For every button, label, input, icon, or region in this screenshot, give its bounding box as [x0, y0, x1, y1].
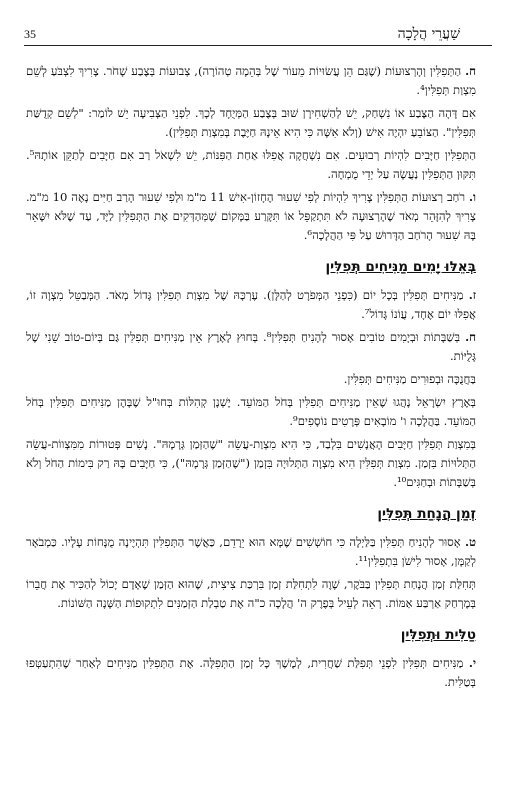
paragraph-text: מַנִּיחִים תְּפִלִּין בְּכָל יוֹם (כִּפְנֵי הַמְּפֹרָט לְהַלָּן). עֶרְכָּהּ שֶׁל מִצְוַת תְּפִלִּין גָּדוֹל מְאֹד. הַמְּבַטֵּל מִצְוָה זוֹ, אֲפִלּוּ יוֹם אֶחָד, עֲוֹנוֹ גָּדוֹל⁷. [26, 288, 476, 321]
paragraph-text: בְּמִצְוַת תְּפִלִּין חַיָּבִים הָאֲנָשִׁים בִּלְבַד, כִּי הִיא מִצְוַת-עֲשֵׂה "שֶׁהַזְּמַן גְּרָמָהּ". נָשִׁים פְּטוּרוֹת מִמִּצְווֹת-עֲשֵׂה הַתְּלוּיוֹת בִּזְמַן. מִצְוַת תְּפִלִּין הִיא מִצְוָה הַתְּלוּיָה בִּזְמַן ("שֶׁהַזְּמַן גְּרָמָהּ"), כִּי חַיָּבִים בָּהּ רַק בִּימוֹת הַחֹל וְלֹא בְּשַׁבָּתוֹת וּבְחַגִּים¹⁰. [26, 437, 476, 489]
paragraph [26, 393, 476, 431]
header-divider [24, 45, 492, 46]
paragraph-letter: ח. [465, 64, 477, 78]
paragraph [26, 104, 476, 142]
section-heading: טַלִּית וּתְפִלִּין [400, 627, 476, 643]
paragraph [26, 533, 476, 571]
paragraph [26, 146, 476, 184]
paragraph-text: רֹחַב רְצוּעוֹת הַתְּפִלִּין צָרִיךְ לִהְיוֹת לְפִי שִׁעוּר הֶחָזוֹן-אִישׁ 11 מ"מ וּלְפִי שִׁעוּר הָרַב חַיִּים נָאֶה 10 מ"מ. צָרִיךְ לְהִזָּהֵר מְאֹד שֶׁהָרְצוּעָה לֹא תִּתְקַפֵּל אוֹ תִּקָּרַע בַּמָּקוֹם שֶׁמְּהַדְּקִים אֶת הַתְּפִלִּין לַיָּד, עַד שֶׁלֹּא יִשָּׁאֵר בָּהּ שִׁעוּר הָרֹחַב הַדָּרוּשׁ עַל פִּי הַהֲלָכָה⁶. [26, 190, 476, 242]
paragraph [26, 654, 476, 692]
paragraph-text: אִם דָּהָה הַצֶּבַע אוֹ נִשְׁחַק, יֵשׁ לְהַשְׁחִירָן שׁוּב בְּצֶבַע הַמְּיֻחָד לְכָךְ. לִפְנֵי הַצְּבִיעָה יֵשׁ לוֹמַר: "לְשֵׁם קְדֻשַּׁת תְּפִלִּין". הַצּוֹבֵעַ יִהְיֶה אִישׁ (וְלֹא אִשָּׁה כִּי הִיא אֵינָהּ חַיֶּבֶת בְּמִצְוַת תְּפִלִּין). [26, 106, 476, 139]
paragraph [26, 575, 476, 613]
paragraph-text: בְּשַׁבָּתוֹת וּבְיָמִים טוֹבִים אָסוּר לְהָנִיחַ תְּפִלִּין⁸. בְּחוּץ לָאָרֶץ אֵין מַנִּיחִים תְּפִלִּין גַּם בְּיוֹם-טוֹב שֵׁנִי שֶׁל גָּלֻיּוֹת. [26, 330, 476, 363]
page-body [26, 62, 476, 696]
paragraph-text: מַנִּיחִים תְּפִלִּין לִפְנֵי תְּפִלַּת שַׁחֲרִית, לְמֶשֶׁךְ כָּל זְמַן הַתְּפִלָּה. אֶת הַתְּפִלִּין מַנִּיחִים לְאַחַר שֶׁהִתְעַטְּפוּ בְּטַלִּית. [26, 656, 476, 689]
running-title: שַׁעֲרֵי הֲלָכָה [397, 26, 460, 42]
paragraph-letter: י. [468, 656, 476, 670]
paragraph [26, 435, 476, 492]
paragraph-text: הַתְּפִלִּין וְהָרְצוּעוֹת (שֶׁגַּם הֵן עֲשׂוּיוֹת מֵעוֹר שֶׁל בְּהֵמָה טְהוֹרָה), צְבוּעוֹת בְּצֶבַע שָׁחֹר. צָרִיךְ לִצְבֹּעַ לְשֵׁם מִצְוַת תְּפִלִּין⁴. [26, 64, 476, 97]
section-heading: זְמַן הֲנָחַת תְּפִלִּין [377, 506, 476, 522]
paragraph [26, 62, 476, 100]
paragraph-text: תְּחִלַּת זְמַן הֲנָחַת תְּפִלִּין בַּבֹּקֶר, שָׁוֶה לִתְחִלַּת זְמַן בִּרְכַּת צִיצִית, שֶׁהוּא הַזְּמַן שֶׁאָדָם יָכוֹל לְהַכִּיר אֶת חֲבֵרוֹ בְּמֶרְחַק אַרְבַּע אַמּוֹת. רְאֵה לְעֵיל בְּפֶרֶק ה' הֲלָכָה כ"ה אֶת טַבְלַת הַזְּמַנִּים לִתְקוּפוֹת הַשָּׁנָה הַשּׁוֹנוֹת. [26, 577, 476, 610]
paragraph [26, 328, 476, 366]
section-heading: בְּאֵלּוּ יָמִים מַנִּיחִים תְּפִלִּין [325, 259, 476, 275]
paragraph-letter: ז. [468, 288, 476, 302]
paragraph-letter: ו. [469, 190, 477, 204]
paragraph [26, 188, 476, 245]
paragraph-text: בְּאֶרֶץ יִשְׂרָאֵל נָהֲגוּ שֶׁאֵין מַנִּיחִים תְּפִלִּין בְּחֹל הַמּוֹעֵד. יֶשְׁנָן קְהִלּוֹת בְּחוּ"ל שֶׁבָּהֶן מַנִּיחִים תְּפִלִּין בְּחֹל הַמּוֹעֵד. בַּהֲלָכָה ו' מוֹבָאִים פְּרָטִים נוֹסָפִים⁹. [26, 395, 476, 428]
paragraph-text: אָסוּר לְהָנִיחַ תְּפִלִּין בַּלַּיְלָה כִּי חוֹשְׁשִׁים שֶׁמָּא הוּא יֵרָדֵם, כַּאֲשֶׁר הַתְּפִלִּין תִּהְיֶינָה מֻנָּחוֹת עָלָיו. כַּמְבֹאָר לְקַמָּן, אָסוּר לִישֹׁן בִּתְפִלִּין¹¹. [26, 535, 476, 568]
page-number: 35 [24, 27, 36, 41]
paragraph-text: הַתְּפִלִּין חַיָּבִים לִהְיוֹת רְבוּעִים. אִם נִשְׁחֲקָה אֲפִלּוּ אַחַת הַפִּנּוֹת, יֵשׁ לִשְׁאֹל רַב אִם חַיָּבִים לְתַקֵּן אוֹתָהּ⁵. תִּקּוּן הַתְּפִלִּין נַעֲשָׂה עַל יְדֵי מֻמְחֶה. [26, 148, 476, 181]
paragraph-text: בַּחֲנֻכָּה וּבְפוּרִים מַנִּיחִים תְּפִלִּין. [343, 372, 476, 386]
paragraph [26, 286, 476, 324]
paragraph-letter: ט. [464, 535, 476, 549]
paragraph [26, 370, 476, 389]
paragraph-letter: ח. [465, 330, 477, 344]
